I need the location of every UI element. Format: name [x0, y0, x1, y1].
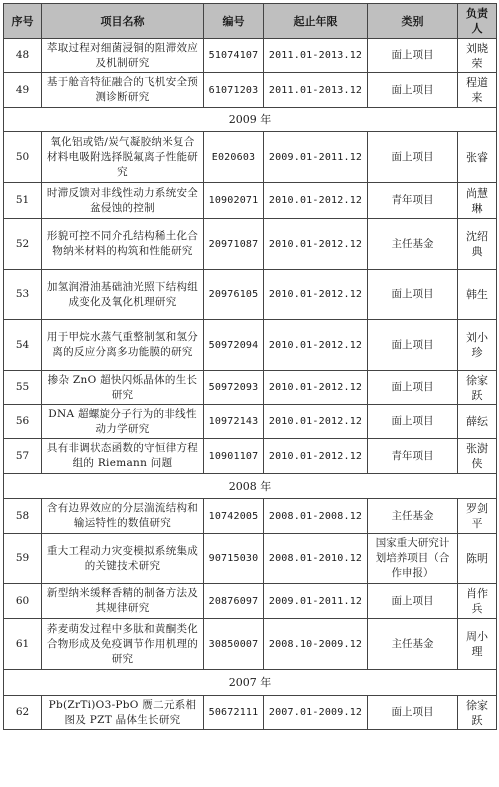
cell-period: 2010.01-2012.12: [264, 183, 368, 219]
cell-period: 2009.01-2011.12: [264, 132, 368, 183]
cell-period: 2010.01-2012.12: [264, 371, 368, 405]
cell-no: 49: [4, 73, 42, 108]
cell-no: 62: [4, 696, 42, 730]
year-row: [4, 108, 497, 132]
cell-project-name: 用于甲烷水蒸气重整制氢和氢分离的反应分离多功能膜的研究: [42, 320, 204, 371]
cell-code: 50672111: [204, 696, 264, 730]
table-row: [4, 132, 497, 183]
cell-period: 2008.10-2009.12: [264, 619, 368, 670]
cell-type: 主任基金: [368, 219, 458, 270]
cell-person: 刘小珍: [458, 320, 497, 371]
cell-project-name: 重大工程动力灾变模拟系统集成的关键技术研究: [42, 534, 204, 584]
table-row: [4, 371, 497, 405]
cell-type: 面上项目: [368, 584, 458, 619]
cell-no: 57: [4, 439, 42, 474]
table-row: [4, 219, 497, 270]
table-row: [4, 183, 497, 219]
year-row: [4, 474, 497, 499]
cell-code: 61071203: [204, 73, 264, 108]
cell-person: 徐家跃: [458, 696, 497, 730]
year-row: [4, 670, 497, 696]
cell-person: 张澍侠: [458, 439, 497, 474]
cell-no: 61: [4, 619, 42, 670]
cell-person: 周小理: [458, 619, 497, 670]
cell-project-name: Pb(ZrTi)O3-PbO 赝二元系相图及 PZT 晶体生长研究: [42, 696, 204, 730]
cell-project-name: 时滞反馈对非线性动力系统安全盆侵蚀的控制: [42, 183, 204, 219]
header-no: 序号: [4, 4, 42, 39]
cell-code: 30850007: [204, 619, 264, 670]
table-body: [4, 39, 497, 730]
cell-person: 薛纭: [458, 405, 497, 439]
cell-period: 2010.01-2012.12: [264, 405, 368, 439]
project-table: [3, 3, 497, 730]
cell-code: E020603: [204, 132, 264, 183]
cell-code: 50972093: [204, 371, 264, 405]
cell-person: 沈绍典: [458, 219, 497, 270]
cell-project-name: 加氢润滑油基础油光照下结构组成变化及氧化机理研究: [42, 270, 204, 320]
table-row: [4, 73, 497, 108]
header-period: 起止年限: [264, 4, 368, 39]
table-row: [4, 39, 497, 73]
cell-code: 51074107: [204, 39, 264, 73]
cell-person: 程道来: [458, 73, 497, 108]
cell-type: 主任基金: [368, 499, 458, 534]
table-row: [4, 584, 497, 619]
cell-period: 2009.01-2011.12: [264, 584, 368, 619]
cell-person: 张睿: [458, 132, 497, 183]
cell-project-name: DNA 超螺旋分子行为的非线性动力学研究: [42, 405, 204, 439]
cell-person: 罗剑平: [458, 499, 497, 534]
table-row: [4, 270, 497, 320]
cell-project-name: 具有非调状态函数的守恒律方程组的 Riemann 问题: [42, 439, 204, 474]
table-row: [4, 534, 497, 584]
table-row: [4, 619, 497, 670]
cell-code: 50972094: [204, 320, 264, 371]
table-row: [4, 499, 497, 534]
cell-period: 2010.01-2012.12: [264, 270, 368, 320]
header-code: 编号: [204, 4, 264, 39]
cell-project-name: 含有边界效应的分层湍流结构和输运特性的数值研究: [42, 499, 204, 534]
cell-no: 53: [4, 270, 42, 320]
cell-no: 58: [4, 499, 42, 534]
cell-code: 90715030: [204, 534, 264, 584]
year-label: 2009 年: [4, 108, 497, 132]
cell-no: 50: [4, 132, 42, 183]
cell-period: 2010.01-2012.12: [264, 439, 368, 474]
cell-no: 56: [4, 405, 42, 439]
cell-type: 面上项目: [368, 270, 458, 320]
cell-code: 20876097: [204, 584, 264, 619]
cell-person: 肖作兵: [458, 584, 497, 619]
cell-code: 20971087: [204, 219, 264, 270]
table-row: [4, 320, 497, 371]
cell-project-name: 萃取过程对细菌浸铜的阻滞效应及机制研究: [42, 39, 204, 73]
cell-type: 面上项目: [368, 405, 458, 439]
cell-project-name: 荞麦萌发过程中多肽和黄酮类化合物形成及免疫调节作用机理的研究: [42, 619, 204, 670]
header-person: 负责人: [458, 4, 497, 39]
cell-type: 面上项目: [368, 73, 458, 108]
header-name: 项目名称: [42, 4, 204, 39]
cell-type: 面上项目: [368, 320, 458, 371]
cell-period: 2011.01-2013.12: [264, 73, 368, 108]
cell-period: 2010.01-2012.12: [264, 320, 368, 371]
cell-no: 52: [4, 219, 42, 270]
cell-person: 韩生: [458, 270, 497, 320]
cell-code: 10901107: [204, 439, 264, 474]
cell-code: 10972143: [204, 405, 264, 439]
cell-period: 2007.01-2009.12: [264, 696, 368, 730]
cell-code: 10902071: [204, 183, 264, 219]
cell-period: 2008.01-2008.12: [264, 499, 368, 534]
cell-no: 48: [4, 39, 42, 73]
cell-period: 2008.01-2010.12: [264, 534, 368, 584]
header-type: 类别: [368, 4, 458, 39]
cell-type: 国家重大研究计划培养项目（合作申报）: [368, 534, 458, 584]
cell-project-name: 基于舱音特征融合的飞机安全预测诊断研究: [42, 73, 204, 108]
table-row: [4, 405, 497, 439]
header-row: [4, 4, 497, 39]
cell-project-name: 氧化铝或锆/炭气凝胶纳米复合材料电吸附选择脱氟离子性能研究: [42, 132, 204, 183]
cell-type: 面上项目: [368, 371, 458, 405]
cell-type: 面上项目: [368, 132, 458, 183]
cell-person: 徐家跃: [458, 371, 497, 405]
cell-type: 面上项目: [368, 696, 458, 730]
table-row: [4, 696, 497, 730]
year-label: 2008 年: [4, 474, 497, 499]
cell-project-name: 新型纳米缓释香精的制备方法及其规律研究: [42, 584, 204, 619]
cell-project-name: 掺杂 ZnO 超快闪烁晶体的生长研究: [42, 371, 204, 405]
cell-code: 10742005: [204, 499, 264, 534]
cell-no: 54: [4, 320, 42, 371]
cell-person: 刘晓荣: [458, 39, 497, 73]
cell-no: 60: [4, 584, 42, 619]
cell-no: 51: [4, 183, 42, 219]
cell-project-name: 形貌可控不同介孔结构稀土化合物纳米材料的构筑和性能研究: [42, 219, 204, 270]
cell-no: 59: [4, 534, 42, 584]
cell-code: 20976105: [204, 270, 264, 320]
cell-person: 尚慧琳: [458, 183, 497, 219]
cell-no: 55: [4, 371, 42, 405]
cell-type: 面上项目: [368, 39, 458, 73]
cell-person: 陈明: [458, 534, 497, 584]
table-row: [4, 439, 497, 474]
cell-type: 青年项目: [368, 183, 458, 219]
cell-type: 青年项目: [368, 439, 458, 474]
cell-period: 2010.01-2012.12: [264, 219, 368, 270]
cell-period: 2011.01-2013.12: [264, 39, 368, 73]
cell-type: 主任基金: [368, 619, 458, 670]
year-label: 2007 年: [4, 670, 497, 696]
